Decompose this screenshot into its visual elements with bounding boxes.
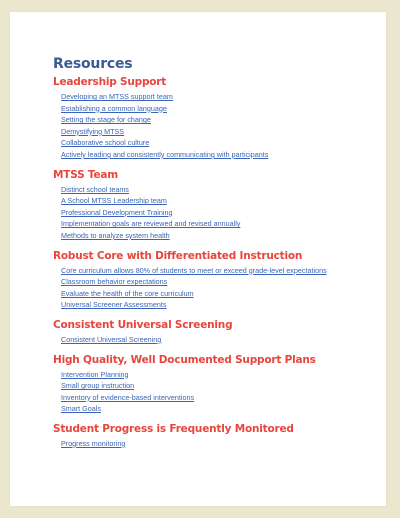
resource-link[interactable]: Inventory of evidence-based interventions (61, 392, 195, 402)
resource-link[interactable]: Evaluate the health of the core curriculum (61, 288, 194, 298)
link-list (53, 91, 373, 161)
resource-link[interactable]: Universal Screener Assessments (61, 300, 167, 310)
list-item (61, 114, 373, 126)
list-item (61, 149, 373, 161)
resource-link[interactable]: Consistent Universal Screening (61, 334, 162, 344)
list-item (61, 265, 373, 277)
resource-link[interactable]: Classroom behavior expectations (61, 277, 168, 287)
resource-link[interactable]: Professional Development Training (61, 207, 173, 217)
document-page (10, 12, 386, 506)
link-list (53, 438, 373, 450)
resource-link[interactable]: Actively leading and consistently communicating with participants (61, 149, 269, 159)
list-item (61, 334, 373, 346)
section-leadership-support (53, 76, 373, 161)
resource-link[interactable]: Core curriculum allows 80% of students to meet or exceed grade-level expectations (61, 265, 327, 275)
list-item (61, 403, 373, 415)
list-item (61, 91, 373, 103)
section-heading: Student Progress is Frequently Monitored (53, 422, 294, 435)
resource-link[interactable]: Intervention Planning (61, 369, 129, 379)
section-heading: MTSS Team (53, 168, 119, 181)
section-heading: Leadership Support (53, 76, 167, 88)
resource-link[interactable]: Smart Goals (61, 404, 101, 414)
section-heading: High Quality, Well Documented Support Plans (53, 353, 316, 366)
list-item (61, 207, 373, 219)
section-heading: Robust Core with Differentiated Instruction (53, 249, 303, 262)
list-item (61, 195, 373, 207)
section-robust-core (53, 250, 373, 311)
resource-link[interactable]: Establishing a common language (61, 103, 167, 113)
resource-link[interactable]: Collaborative school culture (61, 138, 150, 148)
section-support-plans (53, 354, 373, 415)
section-universal-screening (53, 319, 373, 346)
resource-link[interactable]: Developing an MTSS support team (61, 92, 173, 101)
list-item (61, 276, 373, 288)
resource-link[interactable]: Small group instruction (61, 381, 135, 391)
list-item (61, 438, 373, 450)
resource-link[interactable]: Distinct school teams (61, 184, 129, 194)
list-item (61, 369, 373, 381)
list-item (61, 288, 373, 300)
list-item (61, 137, 373, 149)
link-list (53, 184, 373, 242)
list-item (61, 380, 373, 392)
section-mtss-team (53, 169, 373, 242)
list-item (61, 184, 373, 196)
resource-link[interactable]: A School MTSS Leadership team (61, 196, 167, 206)
list-item (61, 218, 373, 230)
resource-link[interactable]: Progress monitoring (61, 438, 126, 448)
list-item (61, 126, 373, 138)
resource-link[interactable]: Methods to analyze system health (61, 230, 170, 240)
section-progress-monitored (53, 423, 373, 450)
link-list (53, 369, 373, 415)
link-list (53, 265, 373, 311)
list-item (61, 230, 373, 242)
list-item (61, 299, 373, 311)
list-item (61, 103, 373, 115)
link-list (53, 334, 373, 346)
resource-link[interactable]: Setting the stage for change (61, 115, 151, 125)
resource-link[interactable]: Demystifying MTSS (61, 126, 125, 136)
section-heading: Consistent Universal Screening (53, 318, 233, 331)
resource-link[interactable]: Implementation goals are reviewed and revised annually (61, 219, 241, 229)
list-item (61, 392, 373, 404)
document-content (53, 55, 373, 449)
page-title: Resources (53, 56, 133, 72)
